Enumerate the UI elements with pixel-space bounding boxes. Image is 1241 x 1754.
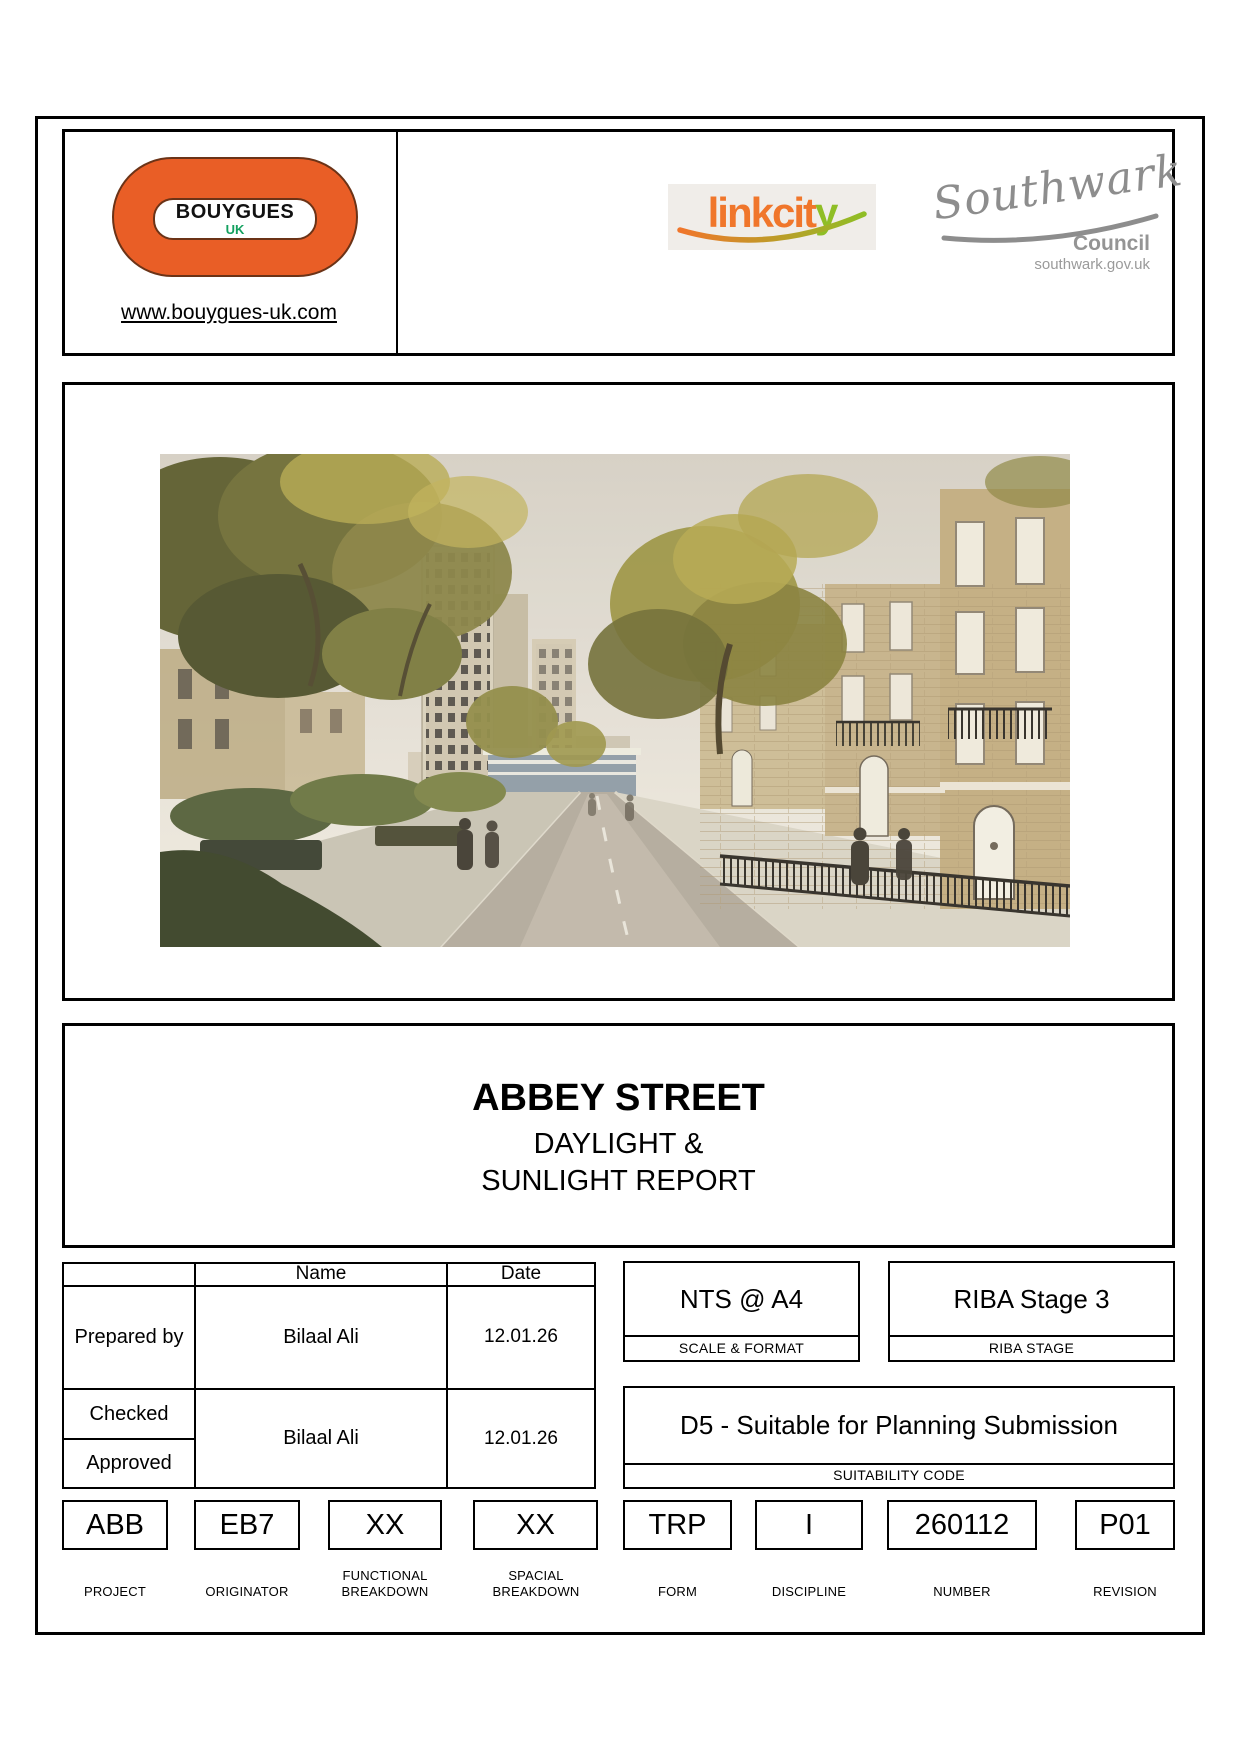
suitability-box <box>623 1386 1175 1489</box>
suitability-value: D5 - Suitable for Planning Submission <box>680 1410 1118 1440</box>
title-box <box>62 1023 1175 1248</box>
linkcity-text-green: y <box>815 189 837 236</box>
foreground-foliage <box>160 454 1070 947</box>
southwark-url-text: southwark.gov.uk <box>1034 256 1150 273</box>
bouygues-website-link[interactable]: www.bouygues-uk.com <box>121 301 337 324</box>
code-box-functional-breakdown: XX <box>328 1500 442 1550</box>
code-box-discipline: I <box>755 1500 863 1550</box>
code-label-originator: ORIGINATOR <box>205 1583 289 1599</box>
header-divider <box>396 129 398 356</box>
code-label-spacial-breakdown: SPACIAL BREAKDOWN <box>492 1567 580 1599</box>
riba-stage-label: RIBA STAGE <box>988 1339 1075 1356</box>
project-title: ABBEY STREET <box>472 1077 765 1119</box>
code-label-number: NUMBER <box>933 1583 991 1599</box>
southwark-council-text: Council <box>1073 232 1150 255</box>
report-subtitle-line2: SUNLIGHT REPORT <box>481 1165 756 1197</box>
signoff-header-name: Name <box>295 1262 347 1284</box>
bouygues-logo-text: BOUYGUES <box>175 201 295 223</box>
linkcity-text-orange: linkcit <box>707 189 815 236</box>
code-box-form: TRP <box>623 1500 732 1550</box>
riba-stage-box <box>888 1261 1175 1362</box>
code-label-discipline: DISCIPLINE <box>771 1583 847 1599</box>
code-label-project: PROJECT <box>83 1583 147 1599</box>
code-label-functional-breakdown: FUNCTIONAL BREAKDOWN <box>341 1567 429 1599</box>
scale-format-value: NTS @ A4 <box>679 1283 804 1314</box>
code-box-revision: P01 <box>1075 1500 1175 1550</box>
code-box-number: 260112 <box>887 1500 1037 1550</box>
signoff-prepared-label: Prepared by <box>74 1325 184 1348</box>
riba-stage-value: RIBA Stage 3 <box>953 1283 1110 1314</box>
signoff-checked-name: Bilaal Ali <box>283 1427 359 1449</box>
signoff-checked-label: Checked <box>89 1402 169 1425</box>
bouygues-uk-text: UK <box>225 222 245 237</box>
signoff-prepared-name: Bilaal Ali <box>283 1325 359 1348</box>
signoff-header-date: Date <box>500 1262 542 1284</box>
linkcity-logo <box>668 184 876 250</box>
signoff-prepared-date: 12.01.26 <box>484 1326 558 1347</box>
scale-format-label: SCALE & FORMAT <box>678 1339 805 1356</box>
code-box-project: ABB <box>62 1500 168 1550</box>
code-label-form: FORM <box>657 1583 698 1599</box>
signoff-approved-label: Approved <box>86 1452 172 1474</box>
bouygues-logo-pill <box>153 198 317 240</box>
linkcity-swoosh <box>668 184 876 250</box>
code-box-originator: EB7 <box>194 1500 300 1550</box>
report-subtitle-line1: DAYLIGHT & <box>533 1128 704 1160</box>
southwark-logo <box>928 138 1186 278</box>
suitability-label: SUITABILITY CODE <box>833 1467 965 1483</box>
bouygues-uk-logo <box>112 157 358 277</box>
southwark-script-text: Southwark <box>929 144 1186 231</box>
street-render-image <box>160 454 1070 947</box>
code-label-revision: REVISION <box>1093 1583 1157 1599</box>
scale-format-box <box>623 1261 860 1362</box>
code-box-spacial-breakdown: XX <box>473 1500 598 1550</box>
signoff-checked-date: 12.01.26 <box>484 1427 558 1449</box>
